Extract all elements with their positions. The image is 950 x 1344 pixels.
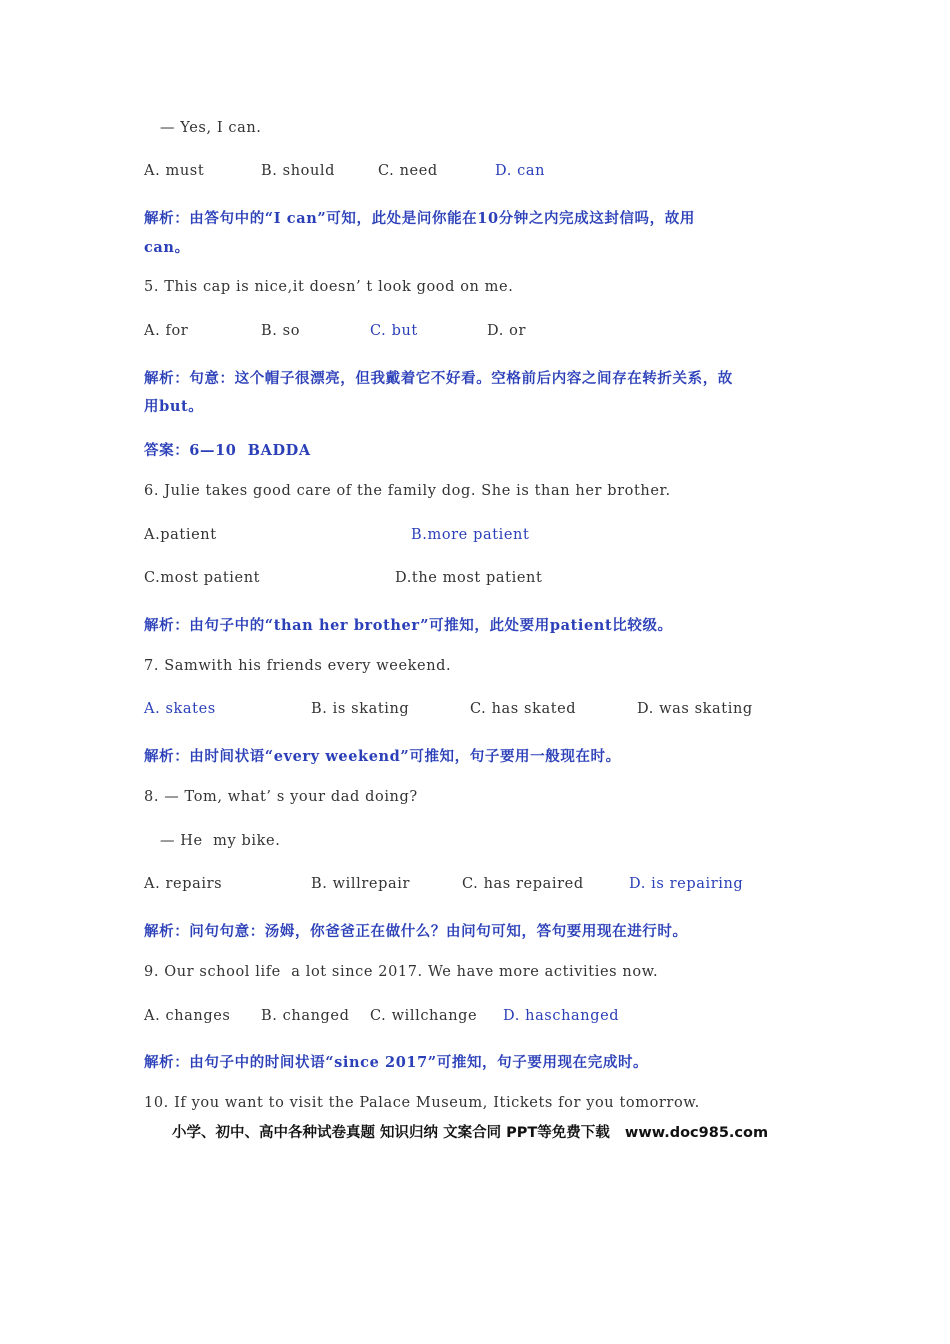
q7-option-d: D. was skating xyxy=(637,701,753,717)
page-footer: 小学、初中、高中各种试卷真题 知识归纳 文案合同 PPT等免费下载 www.doc985.com xyxy=(172,1125,769,1141)
q5-option-b: B. so xyxy=(261,323,301,339)
q7-question: 7. Samwith his friends every weekend. xyxy=(144,658,452,674)
q7-option-b: B. is skating xyxy=(311,701,410,717)
q4-option-c: C. need xyxy=(378,163,438,179)
q9-option-d-correct: D. haschanged xyxy=(503,1008,620,1024)
q9-explanation: 解析：由句子中的时间状语“since 2017”可推知，句子要用现在完成时。 xyxy=(144,1054,649,1071)
q5-question: 5. This cap is nice,it doesn’ t look good on me. xyxy=(144,279,514,295)
answers-6-10: 答案：6—10 BADDA xyxy=(144,442,311,459)
q7-explanation: 解析：由时间状语“every weekend”可推知，句子要用一般现在时。 xyxy=(144,748,621,765)
q8-option-c: C. has repaired xyxy=(462,876,584,892)
q8-option-b: B. willrepair xyxy=(311,876,411,892)
q5-option-c-correct: C. but xyxy=(370,323,418,339)
q5-option-d: D. or xyxy=(487,323,526,339)
q8-explanation: 解析：问句句意：汤姆，你爸爸正在做什么？由问句可知，答句要用现在进行时。 xyxy=(144,923,688,940)
q4-option-d-correct: D. can xyxy=(495,163,546,179)
q7-option-a-correct: A. skates xyxy=(144,701,216,717)
q5-explanation-line2: 用but。 xyxy=(144,398,204,415)
q8-answer-line: — He my bike. xyxy=(160,833,281,849)
q8-option-a: A. repairs xyxy=(144,876,223,892)
q5-explanation-line1: 解析：句意：这个帽子很漂亮，但我戴着它不好看。空格前后内容之间存在转折关系，故 xyxy=(144,370,733,387)
q7-option-c: C. has skated xyxy=(470,701,577,717)
q6-question: 6. Julie takes good care of the family dog. She is than her brother. xyxy=(144,483,671,499)
q4-option-a: A. must xyxy=(144,163,205,179)
q9-option-a: A. changes xyxy=(144,1008,231,1024)
q9-option-c: C. willchange xyxy=(370,1008,478,1024)
q6-option-c: C.most patient xyxy=(144,570,261,586)
q8-option-d-correct: D. is repairing xyxy=(629,876,744,892)
q6-explanation: 解析：由句子中的“than her brother”可推知，此处要用patient比较级。 xyxy=(144,617,673,634)
q10-question: 10. If you want to visit the Palace Museum, Itickets for you tomorrow. xyxy=(144,1095,700,1111)
q9-question: 9. Our school life a lot since 2017. We have more activities now. xyxy=(144,964,659,980)
q4-explanation-line1: 解析：由答句中的“I can”可知，此处是问你能在10分钟之内完成这封信吗，故用 xyxy=(144,210,695,227)
q6-option-a: A.patient xyxy=(144,527,217,543)
q9-option-b: B. changed xyxy=(261,1008,350,1024)
q6-option-d: D.the most patient xyxy=(395,570,543,586)
q6-option-b-correct: B.more patient xyxy=(411,527,530,543)
q5-option-a: A. for xyxy=(144,323,189,339)
q4-explanation-line2: can。 xyxy=(144,239,190,256)
q8-question: 8. — Tom, what’ s your dad doing? xyxy=(144,789,418,805)
q4-option-b: B. should xyxy=(261,163,336,179)
q4-answer-line: — Yes, I can. xyxy=(160,120,262,136)
